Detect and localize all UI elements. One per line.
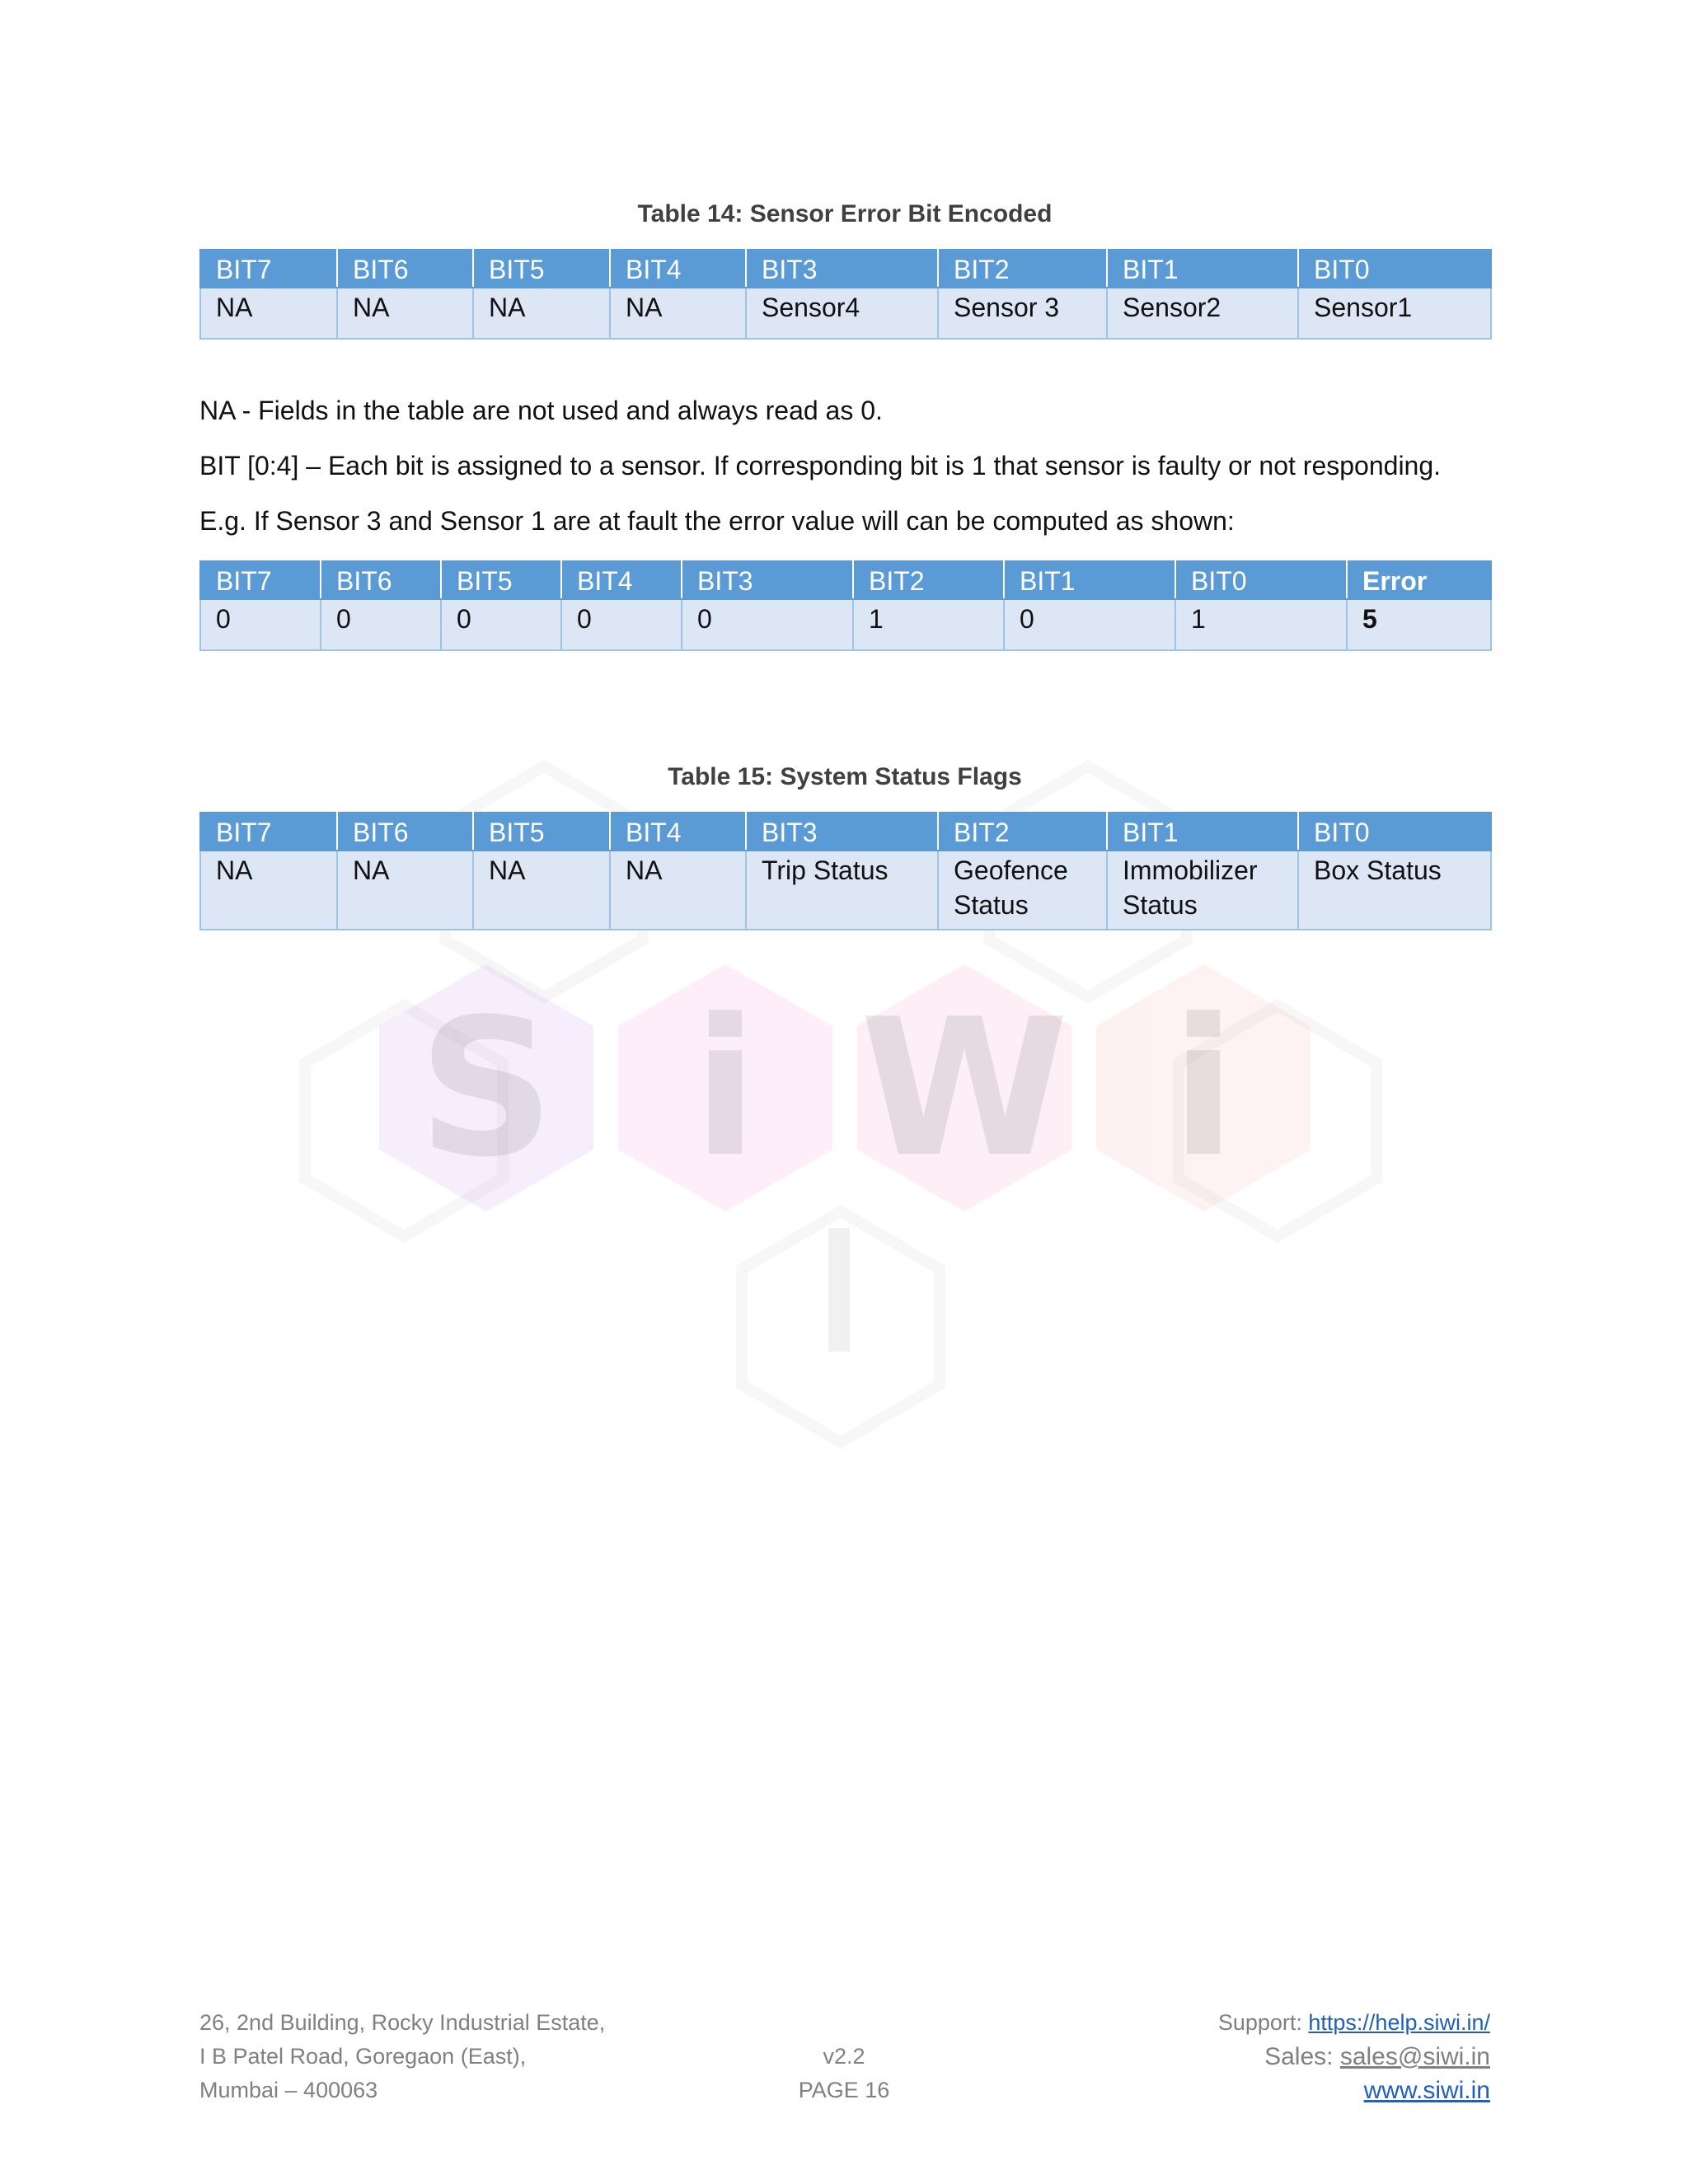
- table14-cell: NA: [610, 288, 746, 339]
- table15-header-cell: BIT7: [200, 813, 337, 851]
- example-cell: 1: [1175, 599, 1347, 650]
- table15-header-row: [200, 813, 1491, 851]
- example-header-cell: BIT5: [441, 561, 561, 599]
- table14-cell: NA: [337, 288, 473, 339]
- table14-header-cell: BIT0: [1298, 250, 1491, 288]
- bit-assignment-note: BIT [0:4] – Each bit is assigned to a sensor. If corresponding bit is 1 that sensor is faulty or not responding.: [199, 451, 1442, 480]
- table15-header-cell: BIT4: [610, 813, 746, 851]
- example-header-cell: BIT7: [200, 561, 321, 599]
- watermark-letter-i2: i: [1170, 979, 1236, 1199]
- support-line: [989, 2006, 1490, 2040]
- example-header-cell: BIT3: [682, 561, 853, 599]
- website-line: [989, 2074, 1490, 2107]
- sales-label: Sales:: [1264, 2043, 1340, 2070]
- table14-header-cell: BIT7: [200, 250, 337, 288]
- website-link[interactable]: www.siwi.in: [1363, 2077, 1490, 2104]
- table15-header-cell: BIT2: [938, 813, 1107, 851]
- table15-cell: [938, 851, 1107, 930]
- cell-line: Status: [1123, 890, 1198, 920]
- example-cell: 0: [200, 599, 321, 650]
- example-cell: 0: [441, 599, 561, 650]
- cell-line: Status: [954, 890, 1029, 920]
- cell-line: NA: [216, 855, 253, 885]
- example-header-cell: BIT1: [1004, 561, 1175, 599]
- sales-line: [989, 2040, 1490, 2074]
- page-number: PAGE 16: [798, 2078, 890, 2102]
- example-header-cell: BIT4: [561, 561, 682, 599]
- example-cell: 0: [682, 599, 853, 650]
- sales-email-link[interactable]: sales@siwi.in: [1339, 2043, 1490, 2070]
- example-cell: 1: [853, 599, 1004, 650]
- table14-cell: Sensor 3: [938, 288, 1107, 339]
- watermark-letter-i: i: [692, 979, 758, 1199]
- table-row: [200, 288, 1491, 339]
- watermark-letter-w: W: [860, 979, 1069, 1199]
- table15-cell: [200, 851, 337, 930]
- example-header-row: [200, 561, 1491, 599]
- address-line: Mumbai – 400063: [199, 2078, 378, 2102]
- table15-header-cell: BIT6: [337, 813, 473, 851]
- error-header-cell: Error: [1347, 561, 1491, 599]
- table14-header-cell: BIT6: [337, 250, 473, 288]
- address-line: 26, 2nd Building, Rocky Industrial Estate,: [199, 2010, 606, 2035]
- table-row: [200, 851, 1491, 930]
- support-link[interactable]: https://help.siwi.in/: [1308, 2010, 1490, 2035]
- table15-header-cell: BIT5: [473, 813, 610, 851]
- example-cell: 0: [321, 599, 441, 650]
- watermark-letter-s: S: [418, 979, 555, 1199]
- cell-line: NA: [626, 855, 663, 885]
- table14-header-cell: BIT3: [746, 250, 938, 288]
- footer-version-page: [762, 2006, 926, 2107]
- table14-sensor-error-bits: [199, 249, 1492, 340]
- table15-header-cell: BIT3: [746, 813, 938, 851]
- table15-header-cell: BIT0: [1298, 813, 1491, 851]
- cell-line: NA: [353, 855, 390, 885]
- table15-cell: [1107, 851, 1298, 930]
- table15-header-cell: BIT1: [1107, 813, 1298, 851]
- cell-line: Immobilizer: [1123, 855, 1258, 885]
- table14-caption: Table 14: Sensor Error Bit Encoded: [637, 200, 1053, 227]
- example-cell: 0: [561, 599, 682, 650]
- example-header-cell: BIT2: [853, 561, 1004, 599]
- table14-cell: Sensor2: [1107, 288, 1298, 339]
- table15-system-status-flags: [199, 812, 1492, 930]
- table14-cell: NA: [473, 288, 610, 339]
- example-header-cell: BIT0: [1175, 561, 1347, 599]
- example-error-table: [199, 560, 1492, 651]
- cell-line: Box Status: [1314, 855, 1442, 885]
- table14-header-cell: BIT4: [610, 250, 746, 288]
- table15-cell: [610, 851, 746, 930]
- cell-line: Geofence: [954, 855, 1068, 885]
- example-cell: 0: [1004, 599, 1175, 650]
- table14-header-cell: BIT5: [473, 250, 610, 288]
- table15-caption: Table 15: System Status Flags: [668, 763, 1022, 790]
- table14-header-cell: BIT1: [1107, 250, 1298, 288]
- table14-cell: Sensor4: [746, 288, 938, 339]
- cell-line: Trip Status: [762, 855, 889, 885]
- table14-cell: Sensor1: [1298, 288, 1491, 339]
- na-fields-note: NA - Fields in the table are not used and always read as 0.: [199, 396, 883, 425]
- address-line: I B Patel Road, Goregaon (East),: [199, 2044, 527, 2069]
- error-value-cell: 5: [1347, 599, 1491, 650]
- support-label: Support:: [1217, 2010, 1309, 2035]
- table-row: [200, 599, 1491, 650]
- example-intro: E.g. If Sensor 3 and Sensor 1 are at fault the error value will can be computed as shown:: [199, 506, 1235, 536]
- example-header-cell: BIT6: [321, 561, 441, 599]
- table15-cell: [1298, 851, 1491, 930]
- table14-header-row: [200, 250, 1491, 288]
- table15-cell: [473, 851, 610, 930]
- version-label: v2.2: [823, 2044, 865, 2069]
- table15-cell: [746, 851, 938, 930]
- cell-line: NA: [489, 855, 526, 885]
- footer-address: [199, 2006, 605, 2107]
- footer-contacts: [989, 2006, 1490, 2107]
- table14-header-cell: BIT2: [938, 250, 1107, 288]
- table14-cell: NA: [200, 288, 337, 339]
- table15-cell: [337, 851, 473, 930]
